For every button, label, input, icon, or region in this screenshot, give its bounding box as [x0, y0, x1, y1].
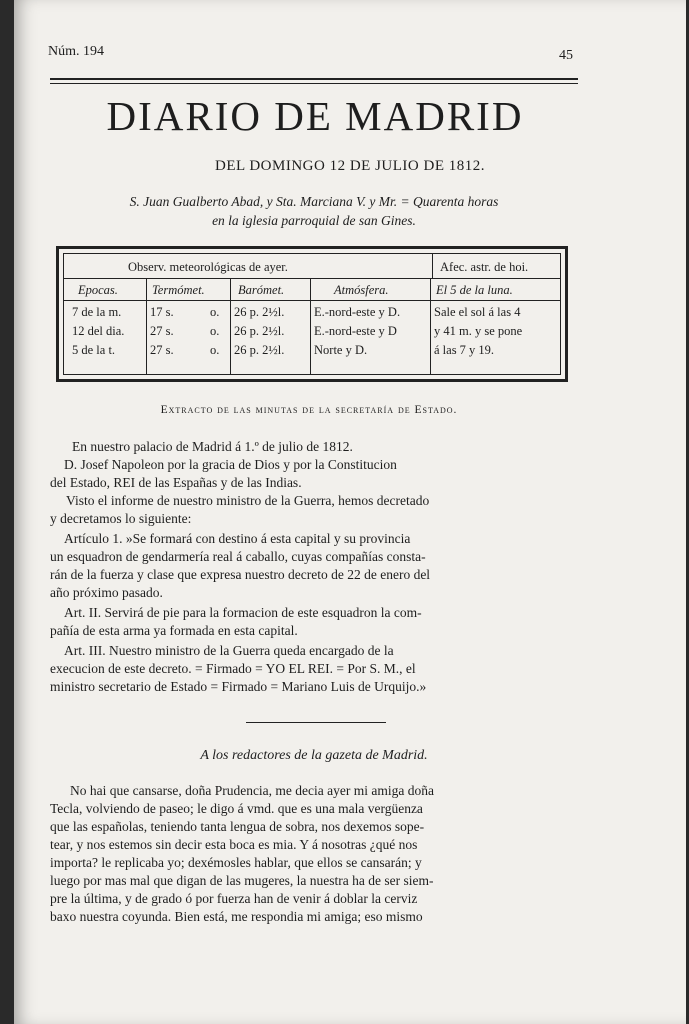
- section-title: Extracto de las minutas de la secretaría de Estado.: [160, 404, 458, 416]
- col-atmosfera: Atmósfera.: [334, 283, 389, 297]
- col-termomet: Termómet.: [152, 283, 205, 297]
- weather-title: Observ. meteorológicas de ayer.: [128, 260, 288, 274]
- decree-line: un esquadron de gendarmería real á caballo, cuyas compañías consta-: [50, 549, 426, 564]
- masthead-rule-top-thin: [50, 83, 578, 84]
- col-epocas: Epocas.: [78, 283, 118, 297]
- decree-line: rán de la fuerza y clase que expresa nuestro decreto de 22 de enero del: [50, 567, 431, 582]
- row3-epoca: 5 de la t.: [72, 343, 116, 357]
- row3-term-b: o.: [210, 343, 220, 357]
- decree-line: y decretamos lo siguiente:: [50, 511, 192, 526]
- letter-line: que las españolas, teniendo tanta lengua de sobra, nos dexemos sope-: [50, 819, 425, 834]
- row2-term-a: 27 s.: [150, 324, 174, 338]
- decree-line: Art. II. Servirá de pie para la formacion de este esquadron la com-: [64, 605, 422, 620]
- letter-line: baxo nuestra coyunda. Bien está, me respondia mi amiga; eso mismo: [50, 909, 423, 924]
- col-divider-2: [230, 278, 231, 374]
- newspaper-page: [14, 0, 686, 1024]
- masthead-title: DIARIO DE MADRID: [106, 93, 524, 139]
- row1-epoca: 7 de la m.: [72, 305, 122, 319]
- letter-line: pre la última, y de grado ó por fuerza han de venir á doblar la cerviz: [50, 891, 418, 906]
- saints-line-2: en la iglesia parroquial de san Gines.: [212, 213, 416, 228]
- decree-line: año próximo pasado.: [50, 585, 163, 600]
- decree-line: pañía de esta arma ya formada en esta capital.: [50, 623, 298, 638]
- astro-line-1: Sale el sol á las 4: [434, 305, 521, 319]
- col-divider-3: [310, 278, 311, 374]
- row2-barom: 26 p. 2½l.: [234, 324, 285, 338]
- decree-line: En nuestro palacio de Madrid á 1.º de julio de 1812.: [72, 439, 353, 454]
- saints-of-day: [54, 192, 574, 230]
- letter-heading: A los redactores de la gazeta de Madrid.: [200, 748, 428, 763]
- decree-line: D. Josef Napoleon por la gracia de Dios y por la Constitucion: [64, 457, 397, 472]
- issue-number: Núm. 194: [48, 44, 104, 59]
- letter-line: No hai que cansarse, doña Prudencia, me decia ayer mi amiga doña: [70, 783, 434, 798]
- row1-term-a: 17 s.: [150, 305, 174, 319]
- row1-atmos: E.-nord-este y D.: [314, 305, 401, 319]
- row3-atmos: Norte y D.: [314, 343, 368, 357]
- saints-line-1: S. Juan Gualberto Abad, y Sta. Marciana V. y Mr. = Quarenta horas: [129, 194, 499, 209]
- row3-barom: 26 p. 2½l.: [234, 343, 285, 357]
- masthead-rule-top: [50, 78, 578, 80]
- letter-line: Tecla, volviendo de paseo; le digo á vmd. que es una mala vergüenza: [50, 801, 423, 816]
- row1-barom: 26 p. 2½l.: [234, 305, 285, 319]
- col-baromet: Barómet.: [238, 283, 285, 297]
- col-divider-1: [146, 278, 147, 374]
- decree-line: del Estado, REI de las Españas y de las Indias.: [50, 475, 302, 490]
- weather-table: [56, 246, 568, 382]
- decree-line: Art. III. Nuestro ministro de la Guerra queda encargado de la: [64, 643, 394, 658]
- row1-term-b: o.: [210, 305, 220, 319]
- weather-table-inner: [63, 253, 561, 375]
- column-header-rule: [64, 300, 560, 301]
- row2-term-b: o.: [210, 324, 220, 338]
- astro-title: Afec. astr. de hoi.: [440, 260, 529, 274]
- row3-term-a: 27 s.: [150, 343, 174, 357]
- letter-line: importa? le replicaba yo; dexémosles hablar, que ellos se cansarán; y: [50, 855, 422, 870]
- header-rule: [64, 278, 560, 279]
- astro-line-2: y 41 m. y se pone: [434, 324, 523, 338]
- col-divider-4: [430, 278, 431, 374]
- header-divider: [432, 254, 433, 278]
- decree-line: ministro secretario de Estado = Firmado = Mariano Luis de Urquijo.»: [50, 679, 427, 694]
- row2-epoca: 12 del dia.: [72, 324, 125, 338]
- letter-line: tear, y nos estemos sin decir esta boca es mia. Y á nosotras ¿qué nos: [50, 837, 418, 852]
- decree-line: Artículo 1. »Se formará con destino á esta capital y su provincia: [64, 531, 411, 546]
- dateline: DEL DOMINGO 12 DE JULIO DE 1812.: [215, 158, 485, 174]
- row2-atmos: E.-nord-este y D: [314, 324, 397, 338]
- decree-line: execucion de este decreto. = Firmado = YO EL REI. = Por S. M., el: [50, 661, 416, 676]
- decree-line: Visto el informe de nuestro ministro de la Guerra, hemos decretado: [66, 493, 430, 508]
- astro-line-3: á las 7 y 19.: [434, 343, 495, 357]
- col-luna: El 5 de la luna.: [436, 283, 513, 297]
- section-divider: [246, 722, 386, 723]
- letter-line: luego por mas mal que digan de las mugeres, la nuestra ha de ser siem-: [50, 873, 434, 888]
- page-number: 45: [559, 48, 573, 63]
